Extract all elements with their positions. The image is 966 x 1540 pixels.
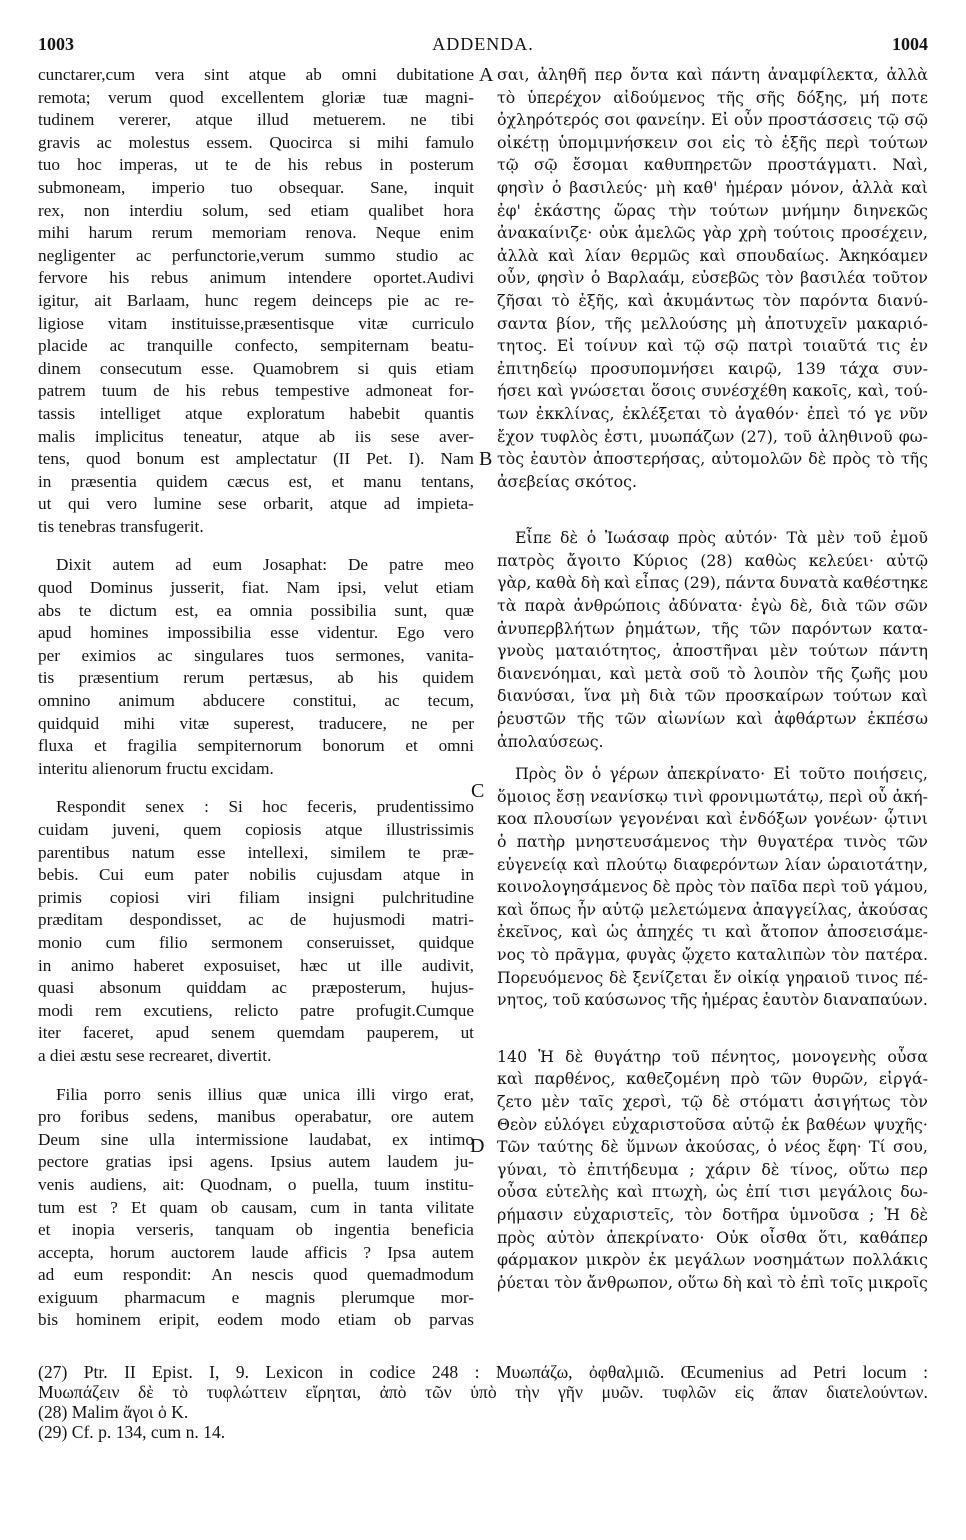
footnote-line: (28) Malim ἄγοι ὁ K. <box>38 1402 189 1422</box>
latin-text-line: tis tenebras transfugerit. <box>38 516 204 536</box>
greek-text-line: ῥευστῶν τῆς τῶν αἰωνίων καὶ ἀφθάρτων ἐκπέσω <box>497 709 928 729</box>
latin-text-line: Filia porro senis illius quæ unica illi virgo erat, <box>56 1084 474 1104</box>
greek-text-line: ὅμοιος ἔσῃ νεανίσκῳ τινὶ φρονιμωτάτῳ, περὶ οὗ ἀκή- <box>497 786 928 806</box>
greek-text-line: 140 Ἡ δὲ θυγάτηρ τοῦ πένητος, μονογενὴς οὖσα <box>497 1046 928 1066</box>
greek-text-line: σαι, ἀληθῆ περ ὄντα καὶ πάντη ἀναμφίλεκτα, ἀλλὰ <box>497 65 928 84</box>
greek-text-line: γὰρ, καθὰ δὴ καὶ εἶπας (29), πάντα δυνατὰ καθέστηκε <box>497 573 928 593</box>
latin-text-line: mihi harum rerum memoriam renova. Neque enim <box>38 223 474 243</box>
latin-text-line: ad eum respondit: An nescis quod quemadmodum <box>38 1265 474 1285</box>
latin-text-line: quidquid mihi vitæ superest, traducere, ne per <box>38 713 474 733</box>
latin-text-line: tudinem vererer, atque illud metuerem. ne tibi <box>38 110 474 130</box>
greek-text-line: κοινολογησάμενος δὲ πρὸς τὸν παῖδα περὶ τοῦ γάμου, <box>497 877 928 897</box>
greek-text-line: τῷ σῷ ἔσομαι καθυπηρετῶν προστάγματι. Ναὶ, <box>497 155 928 175</box>
greek-text-line: ἀπολαύσεως. <box>497 731 604 751</box>
greek-text-line: πρὸς αὐτὸν ἀπεκρίνατο· Οὐκ οἶσθα ὅτι, καθάπερ <box>497 1227 928 1247</box>
greek-text-line: ἐφ' ἑκάστης ὥρας τὴν τούτων μνήμην διηνεκῶς <box>497 200 928 220</box>
latin-text-line: abs te dictum est, ea omnia possibilia sunt, quæ <box>38 600 474 620</box>
latin-text-line: in præsentia quidem cæcus est, et manu tentans, <box>38 471 474 491</box>
latin-text-line: tens, quod bonum est amplectatur (II Pet. I). Nam <box>38 449 474 469</box>
latin-text-line: apud homines impossibilia esse videntur. Ego vero <box>38 623 474 643</box>
greek-text-line: φησὶν ὁ βασιλεύς· μὴ καθ' ἡμέραν μόνον, ἀλλὰ καὶ <box>497 177 928 197</box>
latin-text-line: per eximios ac singulares tuos sermones, vanita- <box>38 645 474 665</box>
latin-text-line: igitur, ait Barlaam, hunc regem deinceps pie ac re- <box>38 290 474 310</box>
latin-text-line: Respondit senex : Si hoc feceris, prudentissimo <box>56 797 474 817</box>
greek-text-line: οὖν, φησὶν ὁ Βαρλαάμ, εὐσεβῶς τὸν βασιλέα τοῦτον <box>497 268 928 288</box>
latin-text-line: præditam despondisset, ac de hujusmodi matri- <box>38 910 474 930</box>
greek-text-line: φάρμακον μικρὸν ἐκ μεγάλων νοσημάτων πολλάκις <box>497 1250 928 1270</box>
latin-text-line: interitu alienorum fructu excidam. <box>38 758 274 778</box>
latin-text-line: tum est ? Et quam ob causam, cum in tanta vilitate <box>38 1197 474 1217</box>
paragraph-gap <box>38 780 474 796</box>
section-marker-d: D <box>470 1135 485 1157</box>
latin-text-line: malis implicitus teneatur, atque ab iis sese aver- <box>38 426 474 446</box>
greek-text-line: Εἶπε δὲ ὁ Ἰωάσαφ πρὸς αὐτόν· Τὰ μὲν τοῦ ἐμοῦ <box>515 528 928 548</box>
latin-text-line: rex, non interdiu solum, sed etiam qualibet hora <box>38 200 474 220</box>
section-marker-b: B <box>479 448 493 470</box>
latin-text-line: fervore his rebus animum intendere oportet.Audivi <box>38 268 474 288</box>
latin-text-line: gravis ac molestus essem. Quocirca si mihi famulo <box>38 132 474 152</box>
greek-text-line: γνοὺς ματαιότητος, ἀποστῆναι μὲν τούτων πάντη <box>497 641 928 661</box>
footnotes <box>38 1362 928 1442</box>
latin-text-line: pectore gratias ipsi agens. Ipsius autem laudem ju- <box>38 1152 474 1172</box>
greek-text-line: Πορευόμενος δὲ ξενίζεται ἔν οἰκίᾳ γηραιοῦ τινος πέ- <box>497 967 928 987</box>
latin-text-line: submoneam, imperio tuo obsequar. Sane, inquit <box>38 177 474 197</box>
greek-text-line: ἀσεβείας σκότος. <box>497 471 637 491</box>
left-page-number: 1003 <box>38 34 74 54</box>
greek-text-line: των ἐκκλίνας, ἐκλέξεται τὸ ἀγαθόν· ἐπεὶ τό γε νῦν <box>497 403 928 423</box>
greek-text-line: τητος. Εἰ τοίνυν καὶ τῷ σῷ πατρὶ τοιαῦτά τις ἐν <box>497 336 928 356</box>
latin-text-line: iter faceret, apud senem quemdam pauperem, ut <box>38 1023 474 1043</box>
greek-text-line: ἀνυπερβλήτων ῥημάτων, τῆς τῶν παρόντων κατα- <box>497 618 928 638</box>
latin-text-line: ligiose vitam instituisse,præsentisque vitæ curriculo <box>38 313 474 333</box>
latin-text-line: a diei æstu sese recrearet, divertit. <box>38 1045 272 1065</box>
latin-text-line: modi rem excutiens, relicto patre profugit.Cumque <box>38 1000 474 1020</box>
latin-text-line: Dixit autem ad eum Josaphat: De patre meo <box>56 555 474 575</box>
greek-text-line: καὶ παρθένος, καθεζομένη πρὸ τῶν θυρῶν, εἰργά- <box>497 1069 928 1089</box>
latin-text-line: Deum sine ulla intermissione laudabat, ex intimo <box>38 1129 474 1149</box>
greek-text-line: ήσει καὶ γνώσεται ὅσοις συνέσχέθη κακοῖς, καὶ, τού- <box>497 381 928 401</box>
latin-text-line: et inopia verseris, tanquam ob ingentia beneficia <box>38 1220 474 1240</box>
latin-text-line: bis hominem eripit, eodem modo etiam ob parvas <box>38 1310 474 1330</box>
greek-text-line: ἐκεῖνος, καὶ ὡς ἀπηχές τι καὶ ἄτοπον ἀποσεισάμε- <box>497 922 928 942</box>
greek-text-line: Πρὸς ὃν ὁ γέρων ἀπεκρίνατο· Εἰ τοῦτο ποιήσεις, <box>515 764 928 784</box>
latin-text-line: in animo haberet exposuiset, hæc ut ille audivit, <box>38 955 474 975</box>
greek-text-line: οἰκέτῃ ὑπομιμνήσκειν σοι εἰς τὸ ἑξῆς περὶ τούτων <box>497 132 928 152</box>
paragraph-gap <box>38 1068 474 1084</box>
latin-text-line: placide ac tranquille confecto, sempiternam beatu- <box>38 336 474 356</box>
latin-text-line: negligenter ac perfunctorie,verum summo studio ac <box>38 245 474 265</box>
paragraph-gap <box>497 753 928 763</box>
greek-text-line: πατρὸς ἄγοιτο Κύριος (28) καθὼς κελεύει· αὐτῷ <box>497 550 928 570</box>
right-page-number: 1004 <box>892 34 928 54</box>
greek-text-line: ὀχληρότερός σοι φανείην. Εἰ οὖν προστάσσεις τῷ σῷ <box>497 110 928 130</box>
greek-text-line: ζετο μὲν ταῖς χερσὶ, τῷ δὲ στόματι ἀσιγήτως τὸν <box>497 1091 928 1111</box>
paragraph-gap <box>497 1012 928 1046</box>
latin-text-line: quod Dominus jusserit, fiat. Nam ipsi, velut etiam <box>38 578 474 598</box>
greek-text-line: γύναι, τὸ ἐπιτήδευμα ; χάριν δὲ τίνος, οὕτω περ <box>497 1159 928 1179</box>
latin-text-line: tis præsentium rerum pertæsus, ab his quidem <box>38 668 474 688</box>
greek-text-line: Τῶν ταύτης δὲ ὕμνων ἀκούσας, ὁ νέος ἔφη· Τί σου, <box>497 1137 928 1157</box>
latin-text-line: exiguum pharmacum e magnis plerumque mor- <box>38 1287 474 1307</box>
greek-text-line: σαντα βίον, τῆς μελλούσης μὴ ἀποτυχεῖν μακαριό- <box>497 313 928 333</box>
latin-text-line: bebis. Cui eum pater nobilis cujusdam atque in <box>38 865 474 885</box>
section-marker-c: C <box>471 780 485 802</box>
footnote-line: (27) Ptr. II Epist. I, 9. Lexicon in codice 248 : Μυωπάζω, ὀφθαλμιῶ. Œcumenius ad Petri locum : <box>38 1362 928 1382</box>
latin-text-line: dinem consecutum esse. Quamobrem si quis etiam <box>38 358 474 378</box>
latin-text-line: quasi absonum quiddam ac præposterum, hujus- <box>38 978 474 998</box>
greek-text-line: ἔχον τυφλὸς ἐστι, μυωπάζων (27), τοῦ ἀληθινοῦ φω- <box>497 426 928 446</box>
greek-text-line: διανύσαι, ἵνα μὴ διὰ τῶν προσκαίρων τούτων καὶ <box>497 686 928 706</box>
latin-text-line: primis copiosi viri filiam insigni pulchritudine <box>38 887 474 907</box>
greek-text-line: ἀλλὰ καὶ λίαν θερμῶς καὶ σπουδαίως. Ἀκηκόαμεν <box>497 245 928 265</box>
page-header <box>38 34 928 56</box>
greek-text-line: ζῆσαι τὸ ἑξῆς, καὶ ἀκυμάντως τὸν παρόντα διανύ- <box>497 290 928 310</box>
latin-text-line: parentibus natum esse intellexi, similem te præ- <box>38 842 474 862</box>
latin-column <box>38 64 474 1332</box>
latin-text-line: tassis intelliget atque exploratum habebit quantis <box>38 403 474 423</box>
greek-text-line: ρήμασιν εὐχαριστεῖς, τὸν δοτῆρα ὑμνοῦσα ; Ἡ δὲ <box>497 1204 928 1224</box>
running-title: ADDENDA. <box>432 34 534 54</box>
latin-text-line: patrem tuum de his rebus tempestive admoneat for- <box>38 381 474 401</box>
latin-text-line: cunctarer,cum vera sint atque ab omni dubitatione <box>38 65 474 84</box>
greek-text-line: ἀνακαίνιζε· οὐκ ἀμελῶς γὰρ χρὴ τούτοις προσέχειν, <box>497 223 928 243</box>
greek-text-line: τὸς ἑαυτὸν ἀποστερήσας, αὐτομολῶν δὲ πρὸς τὸ τῆς <box>497 449 928 469</box>
greek-text-line: τὰ παρὰ ἀνθρώποις ἀδύνατα· ἐγὼ δὲ, διὰ τῶν σῶν <box>497 596 928 616</box>
section-marker-a: A <box>479 64 494 86</box>
greek-text-line: Θεὸν εὐλόγει εὐχαριστοῦσα αὐτῷ ἐκ βαθέων ψυχῆς· <box>497 1114 928 1134</box>
greek-column <box>497 64 928 1294</box>
greek-text-line: διανενόημαι, καὶ μετὰ σοῦ τὸ λοιπὸν τῆς ζωῆς μου <box>497 663 928 683</box>
latin-text-line: remota; verum quod excellentem gloriæ tuæ magni- <box>38 87 474 107</box>
greek-text-line: κοα πλουσίων γεγονέναι καὶ ἐνδόξων γονέων· ᾧτινι <box>497 809 928 829</box>
latin-text-line: cuidam juveni, quem copiosis atque illustrissimis <box>38 820 474 839</box>
footnote-line: (29) Cf. p. 134, cum n. 14. <box>38 1422 226 1442</box>
greek-text-line: ῥύεται τὸν ἄνθρωπον, οὕτω δὴ καὶ τὸ ἐπὶ τοῖς μικροῖς <box>497 1272 928 1292</box>
footnote-line: Μυωπάζειν δὲ τὸ τυφλώττειν εἴρηται, ἀπὸ τῶν ὑπὸ τὴν γῆν μυῶν. τυφλῶν εἰς ἅπαν διατελούντων. <box>38 1382 928 1402</box>
paragraph-gap <box>497 493 928 527</box>
greek-text-line: νος τὸ πρᾶγμα, φυγὰς ᾤχετο καταλιπὼν τὸν πατέρα. <box>497 944 928 964</box>
latin-text-line: tuo hoc imperas, ut te de his rebus in posterum <box>38 155 474 175</box>
latin-text-line: venis audiens, ait: Quodnam, o puella, tuum institu- <box>38 1174 474 1194</box>
greek-text-line: οὖσα εὐτελὴς καὶ πτωχὴ, ὡς ἐπί τισι μεγάλοις δω- <box>497 1182 928 1202</box>
latin-text-line: omnino animum abducere constitui, ac tecum, <box>38 691 474 711</box>
paragraph-gap <box>38 538 474 554</box>
latin-text-line: fluxa et fragilia sempiternorum bonorum et omni <box>38 736 474 756</box>
greek-text-line: τὸ ὑπερέχον αἰδούμενος τῆς σῆς δόξης, μή ποτε <box>497 87 928 107</box>
latin-text-line: accepta, horum auctorem laude afficis ? Ipsa autem <box>38 1242 474 1262</box>
latin-text-line: pro foribus sedens, manibus operabatur, ore autem <box>38 1107 474 1127</box>
greek-text-line: καὶ ὅπως ἦν αὐτῷ μελετώμενα ἀπαγγείλας, ἀκούσας <box>497 899 928 919</box>
greek-text-line: νητος, τοῦ καύσωνος τῆς ἡμέρας ἑαυτὸν διαναπαύων. <box>497 990 928 1010</box>
latin-text-line: monio cum filio sermonem conseruisset, quidque <box>38 932 474 952</box>
greek-text-line: ὁ πατὴρ μνηστευσάμενος τὴν θυγατέρα τινὸς τῶν <box>497 832 928 851</box>
latin-text-line: ut qui vero lumine sese orbarit, atque ad impieta- <box>38 494 474 514</box>
greek-text-line: ἐπιτηδείῳ προσυπομνήσει καιρῷ, 139 τάχα συν- <box>497 358 928 378</box>
greek-text-line: εὐγενείᾳ καὶ πλούτῳ διαφερόντων λίαν ὡραιοτάτην, <box>497 854 928 874</box>
